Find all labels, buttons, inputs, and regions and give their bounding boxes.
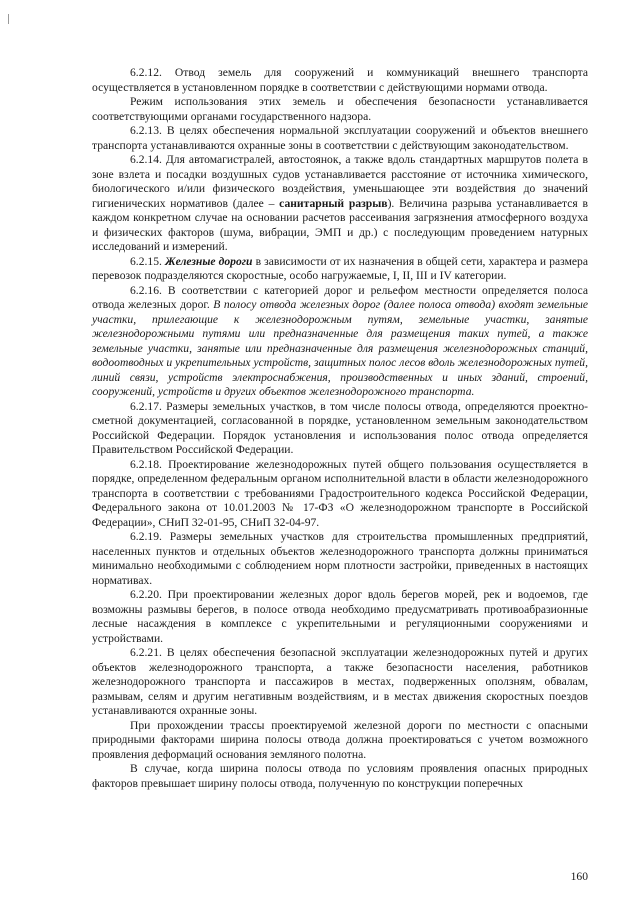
paragraph-6-2-15	[92, 255, 588, 284]
paragraph-6-2-18: 6.2.18. Проектирование железнодорожных путей общего пользования осуществляется в порядке, определенном федеральным органом исполнительной власти в области железнодорожного транспорта в соответствии с требованиями Градостроительного кодекса Российской Федерации, Федерального закона от 10.01.2003 № 17-ФЗ «О железнодорожном транспорте в Российской Федерации», СНиП 32-01-95, СНиП 32-04-97.	[92, 457, 588, 529]
paragraph-6-2-16-intro: 6.2.16. В соответствии с категорией дорог и рельефом местности определяется полоса отвода железных дорог.	[92, 283, 588, 311]
paragraph-6-2-16-italic: В полосу отвода железных дорог (далее полоса отвода) входят земельные участки, прилегающие к железнодорожным путям, земельные участки, занятые железнодорожными путями или предназначенные для размещения таких путей, а также земельные участки, занятые или предназначенные для размещения железнодорожных станций, водоотводных и укрепительных устройств, защитных полос лесов вдоль железнодорожных путей, линий связи, устройств электроснабжения, производственных и иных зданий, строений, сооружений, устройств и других объектов железнодорожного транспорта.	[92, 298, 588, 398]
paragraph-land-use-regime: Режим использования этих земель и обеспечения безопасности устанавливается соответствующими органами государственного надзора.	[92, 95, 588, 123]
paragraph-6-2-13: 6.2.13. В целях обеспечения нормальной эксплуатации сооружений и объектов внешнего транспорта устанавливаются охранные зоны в соответствии с действующим законодательством.	[92, 124, 588, 152]
term-railways: Железные дороги	[164, 254, 253, 268]
paragraph-6-2-20: 6.2.20. При проектировании железных дорог вдоль берегов морей, рек и водоемов, где возможны размывы берегов, в полосе отвода необходимо предусматривать противоабразионные лесные насаждения в комплексе с укрепительными и регуляционными сооружениями и устройствами.	[92, 588, 588, 645]
paragraph-6-2-14-part-a: 6.2.14. Для автомагистралей, автостоянок, а также вдоль стандартных маршрутов полета в зоне взлета и посадки воздушных судов устанавливается расстояние от источника химического, биологического и/или физического воздействия, уменьшающее эти воздействия до значений гигиенических нормативов (далее –	[92, 153, 588, 210]
paragraph-6-2-14	[92, 153, 588, 255]
paragraph-6-2-14-part-c: ). Величина разрыва устанавливается в каждом конкретном случае на основании расчетов рассеивания загрязнения атмосферного воздуха и физических факторов (шума, вибрации, ЭМП и др.) с последующим проведением натурных исследований и измерений.	[92, 196, 588, 253]
paragraph-hazard-factors: При прохождении трассы проектируемой железной дороги по местности с опасными природными факторами ширина полосы отвода должна проектироваться с учетом возможного проявления деформаций основания земляного полотна.	[92, 718, 588, 761]
scan-artifact	[8, 14, 9, 24]
paragraph-6-2-16	[92, 284, 588, 400]
paragraph-6-2-17: 6.2.17. Размеры земельных участков, в том числе полосы отвода, определяются проектно-сметной документацией, согласованной в порядке, установленном земельным законодательством Российской Федерации. Порядок установления и использования полос отвода определяется Правительством Российской Федерации.	[92, 399, 588, 456]
paragraph-width-exceeds: В случае, когда ширина полосы отвода по условиям проявления опасных природных факторов превышает ширину полосы отвода, полученную по конструкции поперечных	[92, 762, 588, 790]
paragraph-6-2-12: 6.2.12. Отвод земель для сооружений и коммуникаций внешнего транспорта осуществляется в установленном порядке в соответствии с действующими нормами отвода.	[92, 66, 588, 94]
term-sanitary-gap: санитарный разрыв	[279, 196, 388, 210]
paragraph-6-2-19: 6.2.19. Размеры земельных участков для строительства промышленных предприятий, населенных пунктов и отдельных объектов железнодорожного транспорта должны приниматься минимально необходимыми с соблюдением норм плотности застройки, приведенных в настоящих нормативах.	[92, 530, 588, 587]
paragraph-6-2-21: 6.2.21. В целях обеспечения безопасной эксплуатации железнодорожных путей и других объектов железнодорожного транспорта, а также безопасности населения, работников железнодорожного транспорта и пассажиров в местах, подверженных оползням, обвалам, размывам, селям и другим негативным воздействиям, и в местах движения скоростных поездов устанавливаются охранные зоны.	[92, 646, 588, 717]
page-number: 160	[570, 870, 588, 883]
paragraph-6-2-15-number: 6.2.15.	[130, 254, 165, 268]
paragraph-6-2-15-text: в зависимости от их назначения в общей сети, характера и размера перевозок подразделяются скоростные, особо нагружаемые, I, II, III и IV категории.	[92, 254, 588, 282]
